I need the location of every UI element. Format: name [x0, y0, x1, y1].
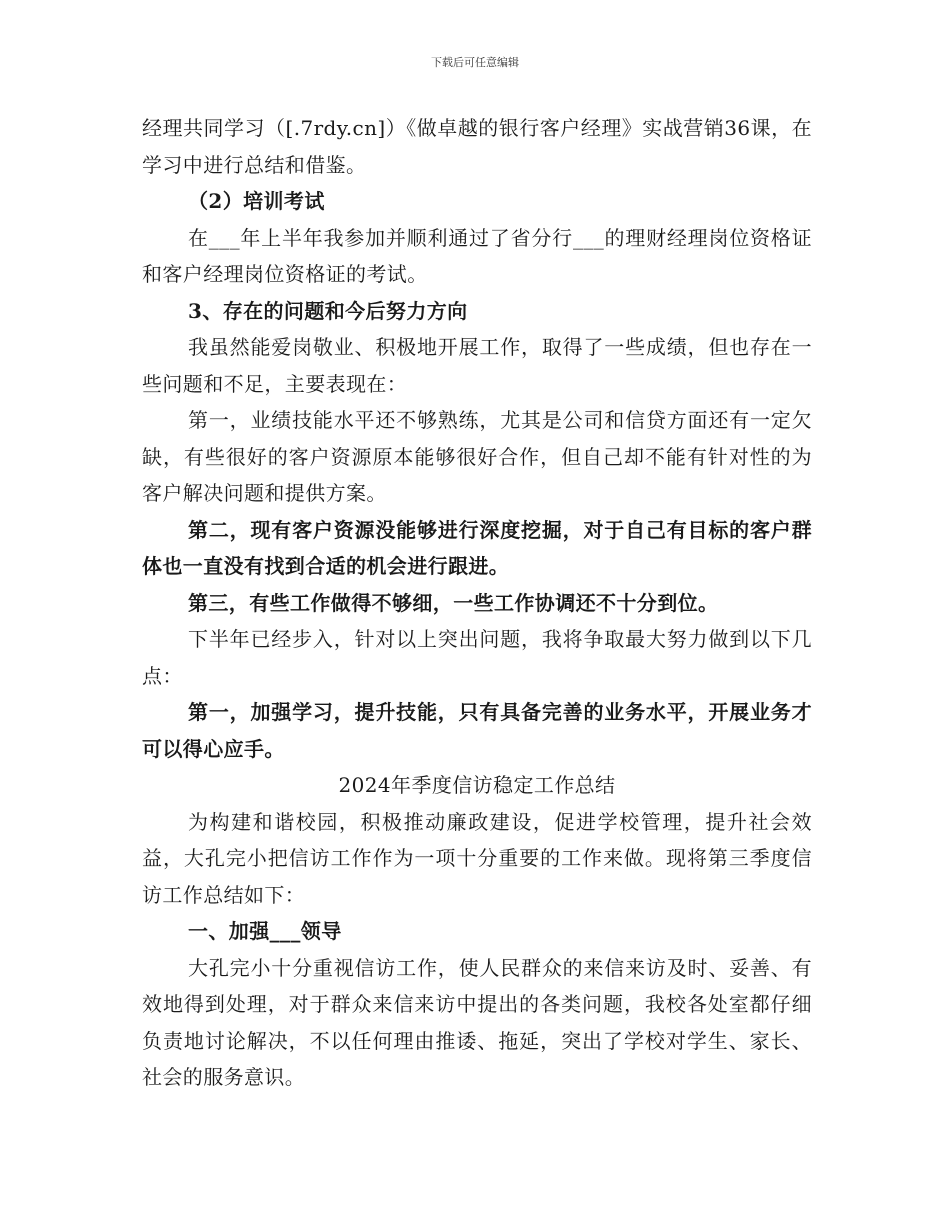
- paragraph-plan-first: 第一，加强学习，提升技能，只有具备完善的业务水平，开展业务才可以得心应手。: [142, 700, 812, 761]
- heading-strengthen-leadership: 一、加强___领导: [188, 919, 342, 943]
- heading-training-exam: （2）培训考试: [188, 189, 325, 213]
- document-body: [142, 110, 812, 1096]
- heading-problems-direction: 3、存在的问题和今后努力方向: [188, 298, 468, 323]
- paragraph-section-intro: 为构建和谐校园，积极推动廉政建设，促进学校管理，提升社会效益，大孔完小把信访工作作为一项十分重要的工作来做。现将第三季度信访工作总结如下：: [142, 809, 812, 907]
- paragraph-problems-intro: 我虽然能爱岗敬业、积极地开展工作，取得了一些成绩，但也存在一些问题和不足，主要表现在：: [142, 335, 812, 396]
- paragraph-study-continuation: 经理共同学习（[.7rdy.cn]）《做卓越的银行客户经理》实战营销36课，在学习中进行总结和借鉴。: [142, 116, 812, 177]
- paragraph-problem-third: 第三，有些工作做得不够细，一些工作协调还不十分到位。: [188, 590, 719, 615]
- paragraph-plan-intro: 下半年已经步入，针对以上突出问题，我将争取最大努力做到以下几点：: [142, 627, 812, 688]
- section-title: 2024年季度信访稳定工作总结: [338, 773, 616, 797]
- paragraph-problem-second: 第二，现有客户资源没能够进行深度挖掘，对于自己有目标的客户群体也一直没有找到合适的机会进行跟进。: [142, 517, 812, 578]
- page-header: 下载后可任意编辑: [431, 56, 519, 69]
- paragraph-problem-first: 第一，业绩技能水平还不够熟练，尤其是公司和信贷方面还有一定欠缺，有些很好的客户资源原本能够很好合作，但自己却不能有针对性的为客户解决问题和提供方案。: [142, 408, 812, 505]
- paragraph-exam: 在___年上半年我参加并顺利通过了省分行___的理财经理岗位资格证和客户经理岗位资格证的考试。: [142, 225, 812, 286]
- paragraph-leadership: 大孔完小十分重视信访工作，使人民群众的来信来访及时、妥善、有效地得到处理，对于群众来信来访中提出的各类问题，我校各处室都仔细负责地讨论解决，不以任何理由推诿、拖延，突出了学校对学生、家长、社会的服务意识。: [142, 955, 812, 1089]
